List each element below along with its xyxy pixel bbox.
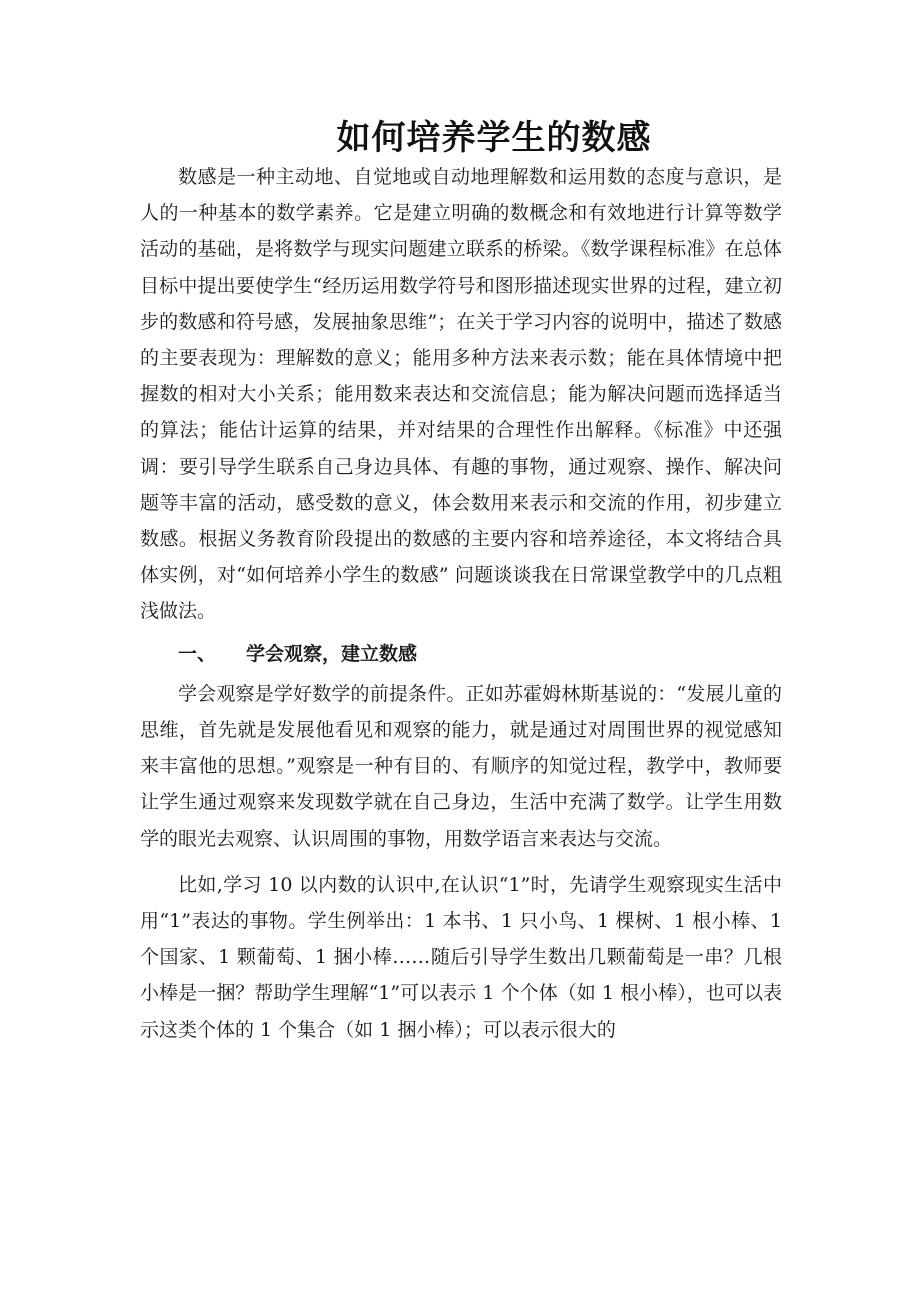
section-heading bbox=[140, 636, 782, 672]
section-title: 学会观察，建立数感 bbox=[246, 642, 418, 665]
section-number: 一、 bbox=[178, 642, 217, 665]
intro-paragraph: 数感是一种主动地、自觉地或自动地理解数和运用数的态度与意识，是人的一种基本的数学素养。它是建立明确的数概念和有效地进行计算等数学活动的基础，是将数学与现实问题建立联系的桥梁。《数学课程标准》在总体目标中提出要使学生“经历运用数学符号和图形描述现实世界的过程，建立初步的数感和符号感，发展抽象思维”；在关于学习内容的说明中，描述了数感的主要表现为：理解数的意义；能用多种方法来表示数；能在具体情境中把握数的相对大小关系；能用数来表达和交流信息；能为解决问题而选择适当的算法；能估计运算的结果，并对结果的合理性作出解释。《标准》中还强调：要引导学生联系自己身边具体、有趣的事物，通过观察、操作、解决问题等丰富的活动，感受数的意义，体会数用来表示和交流的作用，初步建立数感。根据义务教育阶段提出的数感的主要内容和培养途径，本文将结合具体实例，对“如何培养小学生的数感” 问题谈谈我在日常课堂教学中的几点粗浅做法。 bbox=[140, 166, 782, 623]
document-title: 如何培养学生的数感 bbox=[336, 118, 652, 158]
section-paragraph: 比如,学习 10 以内数的认识中,在认识“1”时，先请学生观察现实生活中用“1”表达的事物。学生例举出：1 本书、1 只小鸟、1 棵树、1 根小棒、1 个国家、1 颗葡萄、1 捆小棒……随后引导学生数出几颗葡萄是一串？几根小棒是一捆？帮助学生理解“1”可以表示 1 个个体（如 1 根小棒），也可以表示这类个体的 1 个集合（如 1 捆小棒）；可以表示很大的 bbox=[140, 873, 782, 1041]
document-body bbox=[140, 159, 782, 1048]
section-paragraph: 学会观察是学好数学的前提条件。正如苏霍姆林斯基说的：“发展儿童的思维，首先就是发展他看见和观察的能力，就是通过对周围世界的视觉感知来丰富他的思想。”观察是一种有目的、有顺序的知觉过程，教学中，教师要让学生通过观察来发现数学就在自己身边，生活中充满了数学。让学生用数学的眼光去观察、认识周围的事物，用数学语言来表达与交流。 bbox=[140, 682, 782, 850]
